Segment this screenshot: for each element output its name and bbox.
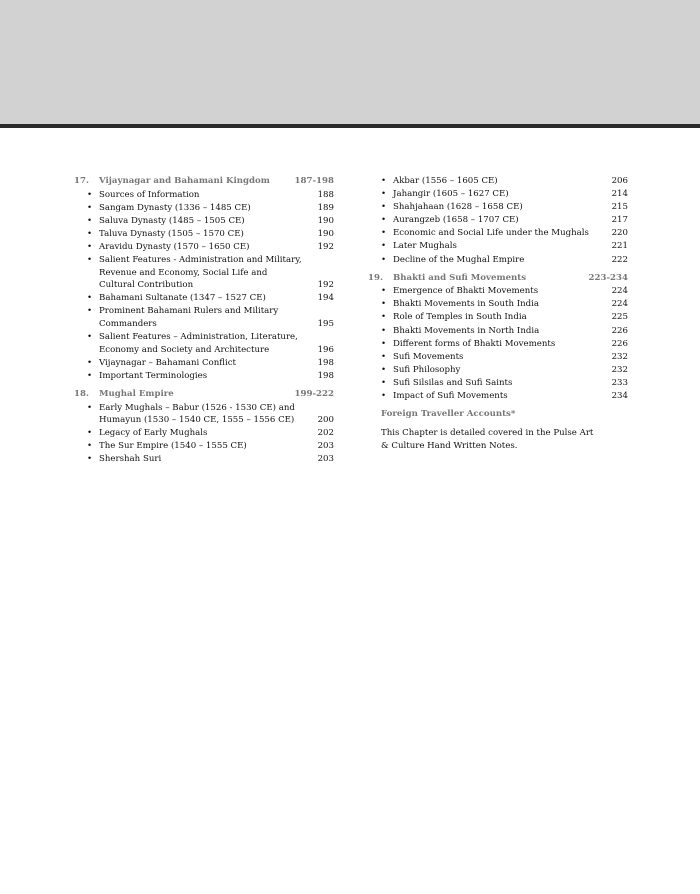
toc-entry-page: 215 [611,202,628,213]
toc-entry-page: 195 [317,319,334,330]
toc-entry[interactable] [368,351,628,364]
toc-entry-page: 217 [611,215,628,226]
bullet-icon: • [87,357,93,368]
bullet-icon: • [87,428,93,439]
toc-entry[interactable] [74,202,334,215]
toc-entry-page: 192 [317,280,334,291]
toc-entry[interactable] [74,427,334,440]
toc-entry-page: 221 [611,241,628,252]
toc-entry-page: 232 [611,351,628,362]
toc-entry[interactable] [368,390,628,403]
toc-entry[interactable] [368,298,628,311]
header-rule [0,124,700,128]
topic-list [74,402,334,466]
toc-entry[interactable] [368,364,628,377]
chapter-title: Bhakti and Sufi Movements [393,272,527,283]
toc-entry[interactable] [368,214,628,227]
toc-entry-title: Decline of the Mughal Empire [393,254,525,265]
topic-list [368,175,628,266]
bullet-icon: • [87,293,93,304]
toc-entry-title: Aravidu Dynasty (1570 – 1650 CE) [99,241,250,252]
toc-entry-title: The Sur Empire (1540 – 1555 CE) [99,441,247,452]
note-heading: Foreign Traveller Accounts* [381,408,516,419]
toc-entry-title: Bhakti Movements in North India [393,325,540,336]
bullet-icon: • [87,402,93,413]
chapter-heading[interactable] [74,388,334,401]
toc-entry-title: Shershah Suri [99,454,162,465]
toc-entry-page: 198 [317,357,334,368]
bullet-icon: • [381,338,387,349]
toc-entry-page: 188 [317,189,334,200]
toc-entry-title: Aurangzeb (1658 – 1707 CE) [393,215,519,226]
toc-entry-page: 192 [317,241,334,252]
toc-left-column [74,175,334,467]
toc-entry[interactable] [74,241,334,254]
toc-entry[interactable] [74,215,334,228]
toc-entry-title: Important Terminologies [99,370,208,381]
bullet-icon: • [87,228,93,239]
toc-entry[interactable] [368,175,628,188]
toc-entry[interactable] [368,325,628,338]
toc-entry-title: Bahamani Sultanate (1347 – 1527 CE) [99,293,266,304]
toc-entry-title: Jahangir (1605 – 1627 CE) [393,189,509,200]
toc-entry-title: Prominent Bahamani Rulers and Military Commanders [99,306,279,330]
toc-entry[interactable] [74,440,334,453]
toc-entry-page: 234 [611,391,628,401]
bullet-icon: • [381,391,387,401]
toc-entry[interactable] [74,189,334,202]
toc-entry-page: 220 [611,228,628,239]
toc-entry[interactable] [368,377,628,390]
toc-entry-title: Early Mughals – Babur (1526 - 1530 CE) and Humayun (1530 – 1540 CE, 1555 – 1556 CE) [99,402,295,426]
toc-entry[interactable] [368,338,628,351]
toc-entry-title: Sufi Philosophy [393,364,461,375]
bullet-icon: • [381,299,387,310]
toc-entry-title: Shahjahaan (1628 – 1658 CE) [393,202,523,213]
toc-entry[interactable] [74,228,334,241]
toc-entry[interactable] [74,331,334,356]
bullet-icon: • [381,377,387,388]
bullet-icon: • [87,454,93,465]
bullet-icon: • [381,215,387,226]
toc-entry[interactable] [368,188,628,201]
toc-entry-title: Impact of Sufi Movements [393,391,508,401]
toc-entry-title: Salient Features - Administration and Military, Revenue and Economy, Social Life and Cultural Contribution [99,255,302,291]
toc-entry-page: 198 [317,370,334,381]
toc-entry-title: Sangam Dynasty (1336 – 1485 CE) [99,202,251,213]
toc-entry-page: 226 [611,325,628,336]
toc-entry[interactable] [74,254,334,292]
bullet-icon: • [381,325,387,336]
bullet-icon: • [381,351,387,362]
header-band [0,0,700,124]
toc-entry-page: 203 [317,454,334,465]
toc-entry-page: 224 [611,299,628,310]
toc-entry-title: Emergence of Bhakti Movements [393,286,539,297]
toc-entry-page: 190 [317,228,334,239]
toc-entry-page: 189 [317,202,334,213]
chapter-page-range: 223-234 [588,272,628,283]
toc-entry-title: Sufi Silsilas and Sufi Saints [393,377,513,388]
chapter-number: 17. [74,176,89,186]
bullet-icon: • [381,254,387,265]
chapter-number: 18. [74,389,89,399]
chapter-page-range: 199-222 [294,389,334,399]
toc-entry[interactable] [368,285,628,298]
bullet-icon: • [381,312,387,323]
toc-entry[interactable] [74,305,334,330]
toc-entry-page: 196 [317,344,334,355]
toc-entry-title: Different forms of Bhakti Movements [393,338,556,349]
bullet-icon: • [87,215,93,226]
toc-entry[interactable] [368,201,628,214]
bullet-icon: • [381,202,387,213]
note-text: This Chapter is detailed covered in the Pulse Art & Culture Hand Written Notes. [381,428,594,451]
toc-entry-title: Sufi Movements [393,351,464,362]
toc-entry[interactable] [368,254,628,267]
bullet-icon: • [381,176,387,186]
toc-entry-page: 194 [317,293,334,304]
bullet-icon: • [381,364,387,375]
bullet-icon: • [381,286,387,297]
bullet-icon: • [87,189,93,200]
toc-right-column [368,175,628,452]
bullet-icon: • [87,370,93,381]
toc-entry-page: 222 [611,254,628,265]
chapter-heading[interactable] [74,175,334,188]
chapter-page-range: 187-198 [294,176,334,186]
bullet-icon: • [87,306,93,317]
toc-entry-title: Saluva Dynasty (1485 – 1505 CE) [99,215,245,226]
bullet-icon: • [87,441,93,452]
toc-entry-page: 232 [611,364,628,375]
toc-entry-page: 226 [611,338,628,349]
bullet-icon: • [87,332,93,343]
toc-entry-page: 203 [317,441,334,452]
toc-entry[interactable] [368,311,628,324]
toc-entry-page: 214 [611,189,628,200]
chapter-number: 19. [368,272,383,283]
toc-entry[interactable] [74,453,334,466]
topic-list [74,189,334,383]
toc-entry-title: Legacy of Early Mughals [99,428,208,439]
bullet-icon: • [87,202,93,213]
toc-entry[interactable] [368,227,628,240]
toc-entry-page: 200 [317,415,334,426]
chapter-title: Mughal Empire [99,389,174,399]
chapter-title: Vijaynagar and Bahamani Kingdom [99,176,270,186]
toc-entry[interactable] [368,240,628,253]
toc-entry[interactable] [74,370,334,383]
toc-entry-title: Salient Features – Administration, Literature, Economy and Society and Architecture [99,332,298,355]
chapter-heading[interactable] [368,272,628,285]
toc-entry-page: 225 [611,312,628,323]
toc-entry-page: 224 [611,286,628,297]
toc-entry-title: Role of Temples in South India [393,312,527,323]
toc-entry-title: Sources of Information [99,189,200,200]
bullet-icon: • [381,241,387,252]
toc-entry[interactable] [74,402,334,427]
toc-entry-title: Vijaynagar – Bahamani Conflict [99,357,237,368]
toc-entry-title: Later Mughals [393,241,457,252]
toc-entry-title: Bhakti Movements in South India [393,299,540,310]
toc-entry[interactable] [74,357,334,370]
toc-entry-page: 202 [317,428,334,439]
toc-entry-title: Akbar (1556 – 1605 CE) [393,176,498,186]
topic-list [368,285,628,402]
bullet-icon: • [87,255,93,266]
toc-entry-title: Economic and Social Life under the Mughals [393,228,589,239]
toc-entry[interactable] [74,292,334,305]
toc-entry-page: 233 [611,377,628,388]
toc-entry-title: Taluva Dynasty (1505 – 1570 CE) [99,228,244,239]
toc-entry-page: 190 [317,215,334,226]
bullet-icon: • [87,241,93,252]
bullet-icon: • [381,189,387,200]
toc-entry-page: 206 [611,176,628,186]
bullet-icon: • [381,228,387,239]
